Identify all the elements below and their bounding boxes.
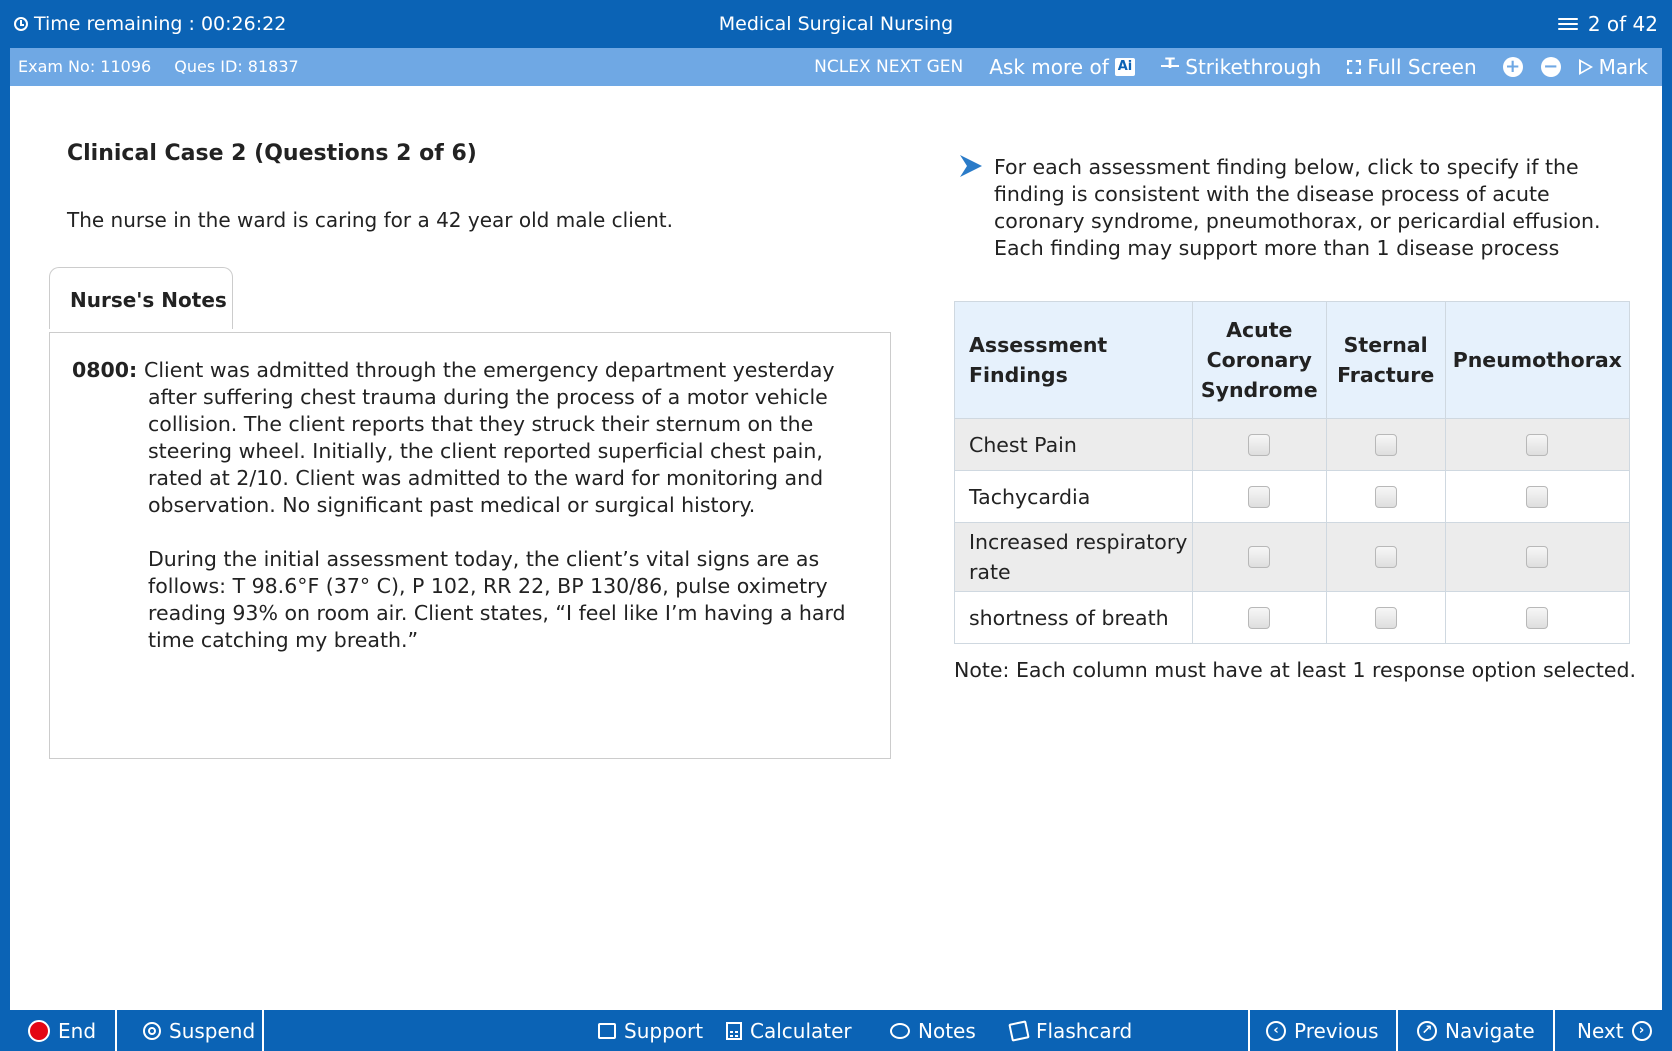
mark-label: Mark [1598, 55, 1648, 79]
notes-label: Notes [918, 1018, 976, 1043]
stop-icon [28, 1020, 50, 1042]
next-label: Next [1577, 1018, 1624, 1043]
note-entry [72, 357, 852, 654]
flashcard-label: Flashcard [1036, 1018, 1133, 1043]
column-header: Sternal Fracture [1326, 302, 1445, 419]
notes-button[interactable] [890, 1010, 976, 1051]
checkbox[interactable] [1248, 607, 1270, 629]
checkbox[interactable] [1248, 434, 1270, 456]
top-bar [0, 0, 1672, 48]
strikethrough-label: Strikethrough [1185, 55, 1322, 79]
toolbar [788, 53, 1648, 81]
ask-ai-button[interactable] [989, 55, 1135, 79]
nclex-label: NCLEX NEXT GEN [814, 57, 964, 77]
end-label: End [58, 1018, 97, 1043]
nurses-notes-panel [49, 332, 891, 759]
full-screen-button[interactable] [1347, 55, 1476, 79]
suspend-icon [143, 1022, 161, 1040]
strikethrough-icon [1161, 60, 1179, 74]
strikethrough-button[interactable] [1161, 55, 1321, 79]
column-header: Assessment Findings [955, 302, 1193, 419]
question-id: Ques ID: 81837 [174, 57, 299, 76]
bottom-bar [0, 1010, 1672, 1051]
checkbox[interactable] [1248, 546, 1270, 568]
question-counter [1558, 12, 1658, 36]
minus-icon: − [1541, 57, 1561, 77]
divider [1396, 1010, 1398, 1051]
assessment-grid [954, 301, 1630, 644]
column-header: Acute Coronary Syndrome [1192, 302, 1326, 419]
tab-nurses-notes[interactable]: Nurse's Notes [49, 267, 233, 329]
support-button[interactable] [598, 1010, 703, 1051]
navigate-button[interactable] [1417, 1010, 1535, 1051]
checkbox[interactable] [1526, 434, 1548, 456]
finding-label: Chest Pain [955, 419, 1193, 471]
calculator-icon [726, 1022, 742, 1040]
table-row [955, 419, 1630, 471]
ask-more-label: Ask more of [989, 55, 1109, 79]
question-instructions: For each assessment finding below, click to specify if the finding is consistent with the disease process of acute coronary syndrome, pneumothorax, or pericardial effusion. Each finding may support more than 1 disease process [994, 155, 1601, 260]
zoom-out-button[interactable] [1541, 57, 1561, 77]
note-paragraph-1: Client was admitted through the emergency department yesterday after suffering chest trauma during the process of a motor vehicle collision. The client reports that they struck their sternum on the steering wheel. Initially, the client reported superficial chest pain, rated at 2/10. Client was admitted to the ward for monitoring and observation. No significant past medical or surgical history. [144, 358, 835, 517]
suspend-button[interactable] [143, 1010, 255, 1051]
zoom-in-button[interactable] [1503, 57, 1523, 77]
compass-icon: ↗ [1417, 1021, 1437, 1041]
fullscreen-icon [1347, 60, 1361, 74]
full-screen-label: Full Screen [1367, 55, 1477, 79]
arrow-left-icon: ‹ [1266, 1021, 1286, 1041]
table-row [955, 592, 1630, 644]
table-row [955, 471, 1630, 523]
mark-button[interactable] [1579, 55, 1648, 79]
checkbox[interactable] [1375, 546, 1397, 568]
flashcard-icon [1008, 1020, 1029, 1041]
finding-label: shortness of breath [955, 592, 1193, 644]
arrow-right-icon: › [1632, 1021, 1652, 1041]
ai-icon: Ai [1115, 58, 1136, 76]
checkbox[interactable] [1375, 607, 1397, 629]
navigate-label: Navigate [1445, 1018, 1535, 1043]
plus-icon: + [1503, 57, 1523, 77]
checkbox[interactable] [1375, 486, 1397, 508]
support-label: Support [624, 1018, 704, 1043]
stack-icon[interactable] [1558, 17, 1578, 31]
calculator-label: Calculater [750, 1018, 852, 1043]
case-title: Clinical Case 2 (Questions 2 of 6) [67, 141, 477, 166]
divider [1248, 1010, 1250, 1051]
checkbox[interactable] [1248, 486, 1270, 508]
note-paragraph-2: During the initial assessment today, the client’s vital signs are as follows: T 98.6°F (37° C), P 102, RR 22, BP 130/86, pulse oximetry reading 93% on room air. Client states, “I feel like I’m having a hard time catching my breath.” [148, 547, 846, 652]
timer-label: Time remaining : 00:26:22 [34, 13, 287, 35]
question-count: 2 of 42 [1587, 12, 1658, 36]
divider [1553, 1010, 1555, 1051]
calculator-button[interactable] [726, 1010, 852, 1051]
previous-label: Previous [1294, 1018, 1379, 1043]
finding-label: Tachycardia [955, 471, 1193, 523]
checkbox[interactable] [1375, 434, 1397, 456]
flashcard-button[interactable] [1010, 1010, 1132, 1051]
exam-info [18, 57, 317, 76]
checkbox[interactable] [1526, 546, 1548, 568]
support-icon [598, 1023, 616, 1039]
sub-toolbar [10, 48, 1662, 86]
end-button[interactable] [28, 1010, 96, 1051]
exam-number: Exam No: 11096 [18, 57, 152, 76]
main-content [10, 86, 1662, 1010]
chat-bubble-icon [890, 1023, 910, 1039]
suspend-label: Suspend [169, 1018, 256, 1043]
checkbox[interactable] [1526, 486, 1548, 508]
finding-label: Increased respiratory rate [955, 523, 1193, 592]
instruction-arrow-icon [957, 152, 985, 180]
table-row [955, 523, 1630, 592]
divider [262, 1010, 264, 1051]
previous-button[interactable] [1266, 1010, 1379, 1051]
exam-title: Medical Surgical Nursing [718, 13, 954, 35]
column-header: Pneumothorax [1445, 302, 1629, 419]
note-time: 0800: [72, 358, 138, 382]
case-intro: The nurse in the ward is caring for a 42 year old male client. [67, 208, 673, 232]
checkbox[interactable] [1526, 607, 1548, 629]
divider [115, 1010, 117, 1051]
response-note: Note: Each column must have at least 1 response option selected. [954, 658, 1637, 682]
flag-icon [1579, 59, 1593, 75]
next-button[interactable] [1577, 1010, 1652, 1051]
